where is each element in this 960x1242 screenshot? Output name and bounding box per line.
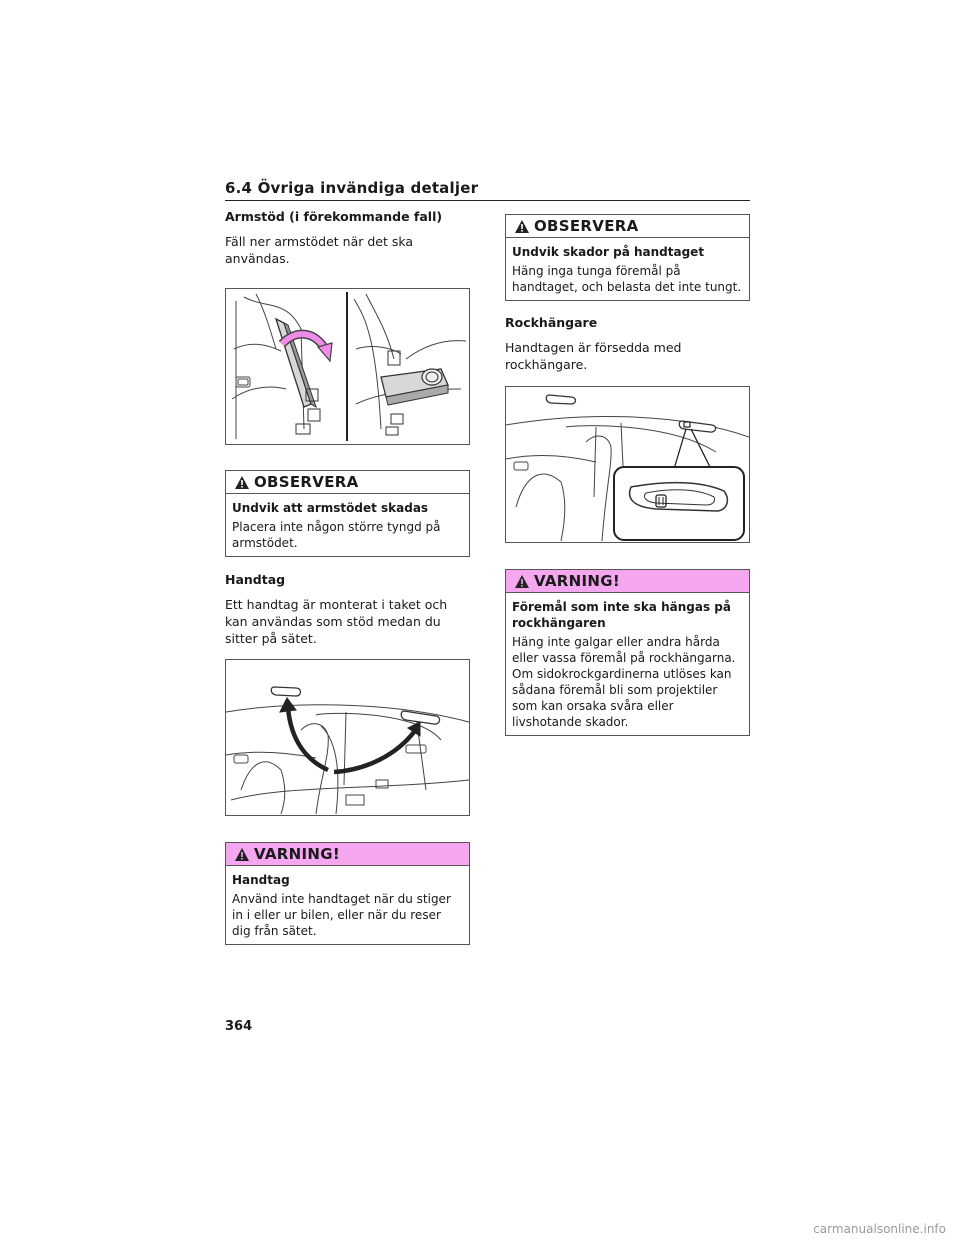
warning-handle [225, 842, 470, 945]
warning-text: Använd inte handtaget när du stiger in i eller ur bilen, eller när du reser dig från sätet. [232, 892, 451, 938]
handle-heading: Handtag [225, 572, 286, 587]
notice-label: OBSERVERA [534, 217, 639, 235]
watermark: carmanualsonline.info [813, 1222, 946, 1236]
warning-title: Handtag [232, 873, 290, 887]
warning-title: Föremål som inte ska hängas på rockhängaren [512, 600, 731, 630]
coat-hook-illustration [505, 386, 750, 543]
coat-hook-heading: Rockhängare [505, 315, 598, 330]
notice-header [226, 471, 469, 494]
notice-armrest [225, 470, 470, 557]
armrest-text: Fäll ner armstödet när det ska användas. [225, 234, 414, 266]
warning-text-1: Häng inte galgar eller andra hårda eller vassa föremål på rockhängarna. [512, 635, 736, 665]
handle-text: Ett handtag är monterat i taket och kan användas som stöd medan du sitter på sätet. [225, 597, 448, 646]
notice-label: OBSERVERA [254, 473, 359, 491]
right-column [505, 208, 750, 736]
left-column [225, 208, 470, 945]
warning-hook [505, 569, 750, 736]
notice-text: Häng inga tunga föremål på handtaget, och belasta det inte tungt. [512, 264, 742, 294]
warning-label: VARNING! [534, 572, 620, 590]
notice-handle [505, 214, 750, 301]
section-title: 6.4 Övriga invändiga detaljer [225, 179, 479, 197]
page-header [225, 178, 750, 201]
notice-title: Undvik att armstödet skadas [232, 501, 429, 515]
warning-triangle-icon [514, 219, 530, 234]
page-number: 364 [225, 1019, 253, 1034]
notice-title: Undvik skador på handtaget [512, 245, 705, 259]
warning-text-2: Om sidokrockgardinerna utlöses kan sådana föremål bli som projektiler som kan orsaka svåra eller livshotande skador. [512, 667, 732, 729]
armrest-heading: Armstöd (i förekommande fall) [225, 209, 443, 224]
notice-header [506, 215, 749, 238]
warning-triangle-icon [514, 574, 530, 589]
handle-illustration [225, 659, 470, 816]
warning-header [506, 570, 749, 593]
warning-triangle-icon [234, 475, 250, 490]
warning-header [226, 843, 469, 866]
warning-triangle-icon [234, 847, 250, 862]
armrest-illustration [225, 288, 470, 445]
warning-label: VARNING! [254, 845, 340, 863]
notice-text: Placera inte någon större tyngd på armstödet. [232, 520, 441, 550]
coat-hook-text: Handtagen är försedda med rockhängare. [505, 340, 682, 372]
